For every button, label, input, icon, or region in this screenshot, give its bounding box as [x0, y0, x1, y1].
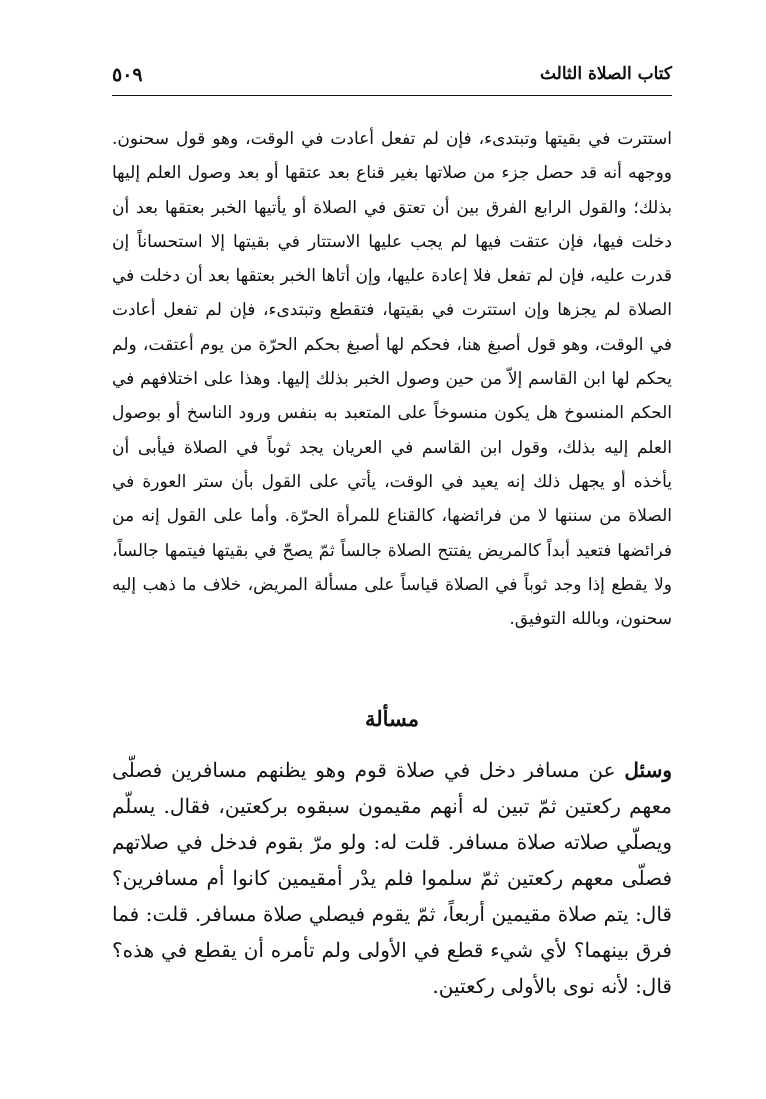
page-number: ٥٠٩: [112, 64, 143, 86]
header-rule: [112, 95, 672, 96]
question-paragraph: [112, 752, 672, 1004]
question-text: عن مسافر دخل في صلاة قوم وهو يظنهم مسافرين فصلّى معهم ركعتين ثمّ تبين له أنهم مقيمون سبقوه بركعتين، فقال. يسلّم ويصلّي صلاته صلاة مسافر. قلت له: ولو مرّ بقوم فدخل في صلاتهم فصلّى معهم ركعتين ثمّ سلموا فلم يدْر أمقيمين كانوا أم مسافرين؟ قال: يتم صلاة مقيمين أربعاً، ثمّ يقوم فيصلي صلاة مسافر. قلت: فما فرق بينهما؟ لأي شيء قطع في الأولى ولم تأمره أن يقطع في هذه؟ قال: لأنه نوى بالأولى ركعتين.: [112, 758, 672, 998]
section-heading: مسألة: [364, 706, 420, 731]
commentary-paragraph: [112, 122, 672, 636]
paragraph-text: استترت في بقيتها وتبتدىء، فإن لم تفعل أعادت في الوقت، وهو قول سحنون. ووجهه أنه قد حصل جزء من صلاتها بغير قناع بعد عتقها أو بعد وصول العلم إليها بذلك؛ والقول الرابع الفرق بين أن تعتق في الصلاة أو يأتيها الخبر بعتقها بعد أن دخلت فيها، فإن عتقت فيها لم يجب عليها الاستتار في بقيتها إلا استحساناً إن قدرت عليه، فإن لم تفعل فلا إعادة عليها، وإن أتاها الخبر بعتقها بعد أن دخلت في الصلاة لم يجزها وإن استترت في بقيتها، فتقطع وتبتدىء، فإن لم تفعل أعادت في الوقت، وهو قول أصبغ هنا، فحكم لها أصبغ بحكم الحرّة من يوم أعتقت، ولم يحكم لها ابن القاسم إلاّ من حين وصول الخبر بذلك إليها. وهذا على اختلافهم في الحكم المنسوخ هل يكون منسوخاً على المتعبد به بنفس ورود الناسخ أو بوصول العلم إليه بذلك، وقول ابن القاسم في العريان يجد ثوباً في الصلاة فيأبى أن يأخذه أو يجهل ذلك إنه يعيد في الوقت، يأتي على القول بأن ستر العورة في الصلاة من سننها لا من فرائضها، كالقناع للمرأة الحرّة. وأما على القول إنه من فرائضها فتعيد أبداً كالمريض يفتتح الصلاة جالساً ثمّ يصحّ في بقيتها فيتمها جالساً، ولا يقطع إذا وجد ثوباً في الصلاة قياساً على مسألة المريض، خلاف ما ذهب إليه سحنون، وبالله التوفيق.: [112, 129, 672, 630]
book-title: كتاب الصلاة الثالث: [539, 64, 672, 84]
question-lead-word: وسئل: [624, 758, 672, 782]
running-header: [112, 64, 672, 94]
question-text-block: [112, 752, 672, 1004]
